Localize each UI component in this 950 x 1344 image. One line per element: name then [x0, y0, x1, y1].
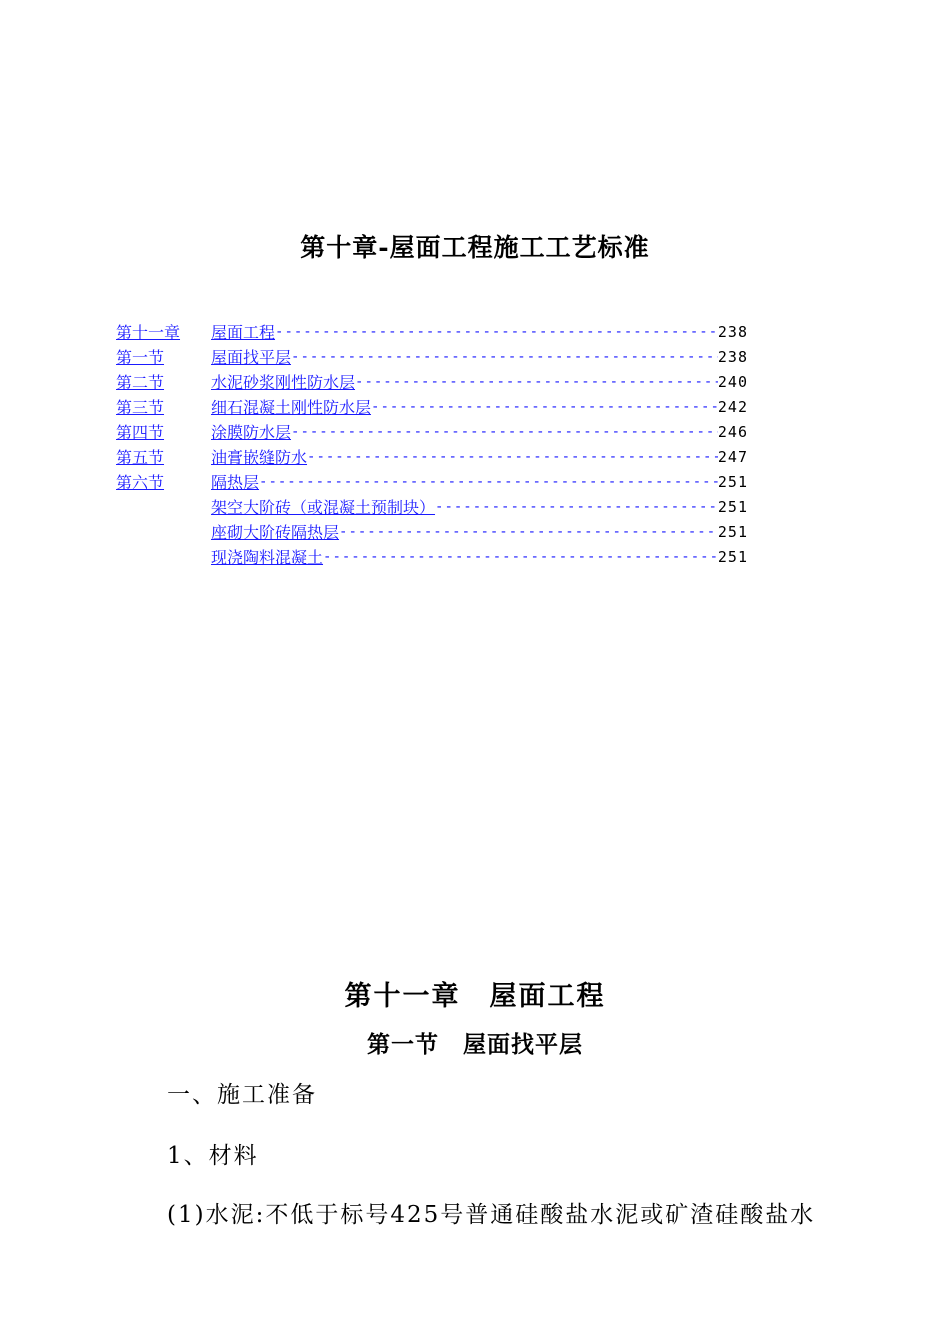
toc-page-number: 251 — [717, 548, 748, 566]
toc-leader — [435, 495, 718, 520]
toc-entry[interactable] — [116, 470, 748, 495]
toc-label[interactable]: 第一节 — [116, 348, 165, 367]
toc-title[interactable]: 屋面工程 — [211, 323, 276, 342]
toc-label[interactable]: 第四节 — [116, 423, 165, 442]
toc-entry[interactable] — [116, 345, 748, 370]
toc-entry[interactable] — [116, 320, 748, 345]
toc-leader — [307, 445, 718, 470]
toc-title[interactable]: 现浇陶料混凝土 — [211, 548, 324, 567]
toc-entry[interactable] — [116, 520, 748, 545]
toc-title[interactable]: 架空大阶砖（或混凝土预制块） — [211, 498, 436, 517]
toc-label — [116, 545, 211, 570]
toc-label[interactable]: 第十一章 — [116, 323, 181, 342]
toc-title[interactable]: 隔热层 — [211, 473, 260, 492]
body-heading-preparation: 一、施工准备 — [167, 1082, 317, 1108]
toc-label[interactable]: 第六节 — [116, 473, 165, 492]
toc-page-number: 240 — [717, 373, 748, 391]
toc-label — [116, 495, 211, 520]
toc-page-number: 238 — [717, 348, 748, 366]
toc-label[interactable]: 第五节 — [116, 448, 165, 467]
toc-leader — [275, 320, 718, 345]
section-heading: 第一节 屋面找平层 — [367, 1031, 583, 1058]
toc-entry[interactable] — [116, 420, 748, 445]
toc-title[interactable]: 油膏嵌缝防水 — [211, 448, 308, 467]
toc-page-number: 251 — [717, 523, 748, 541]
toc-page-number: 246 — [717, 423, 748, 441]
toc-page-number: 238 — [717, 323, 748, 341]
body-subheading-materials: 1、材料 — [167, 1143, 259, 1169]
table-of-contents — [116, 320, 748, 570]
toc-entry[interactable] — [116, 370, 748, 395]
toc-title[interactable]: 座砌大阶砖隔热层 — [211, 523, 340, 542]
toc-page-number: 251 — [717, 473, 748, 491]
toc-title[interactable]: 涂膜防水层 — [211, 423, 292, 442]
chapter-heading: 第十一章 屋面工程 — [344, 981, 606, 1012]
toc-label[interactable]: 第三节 — [116, 398, 165, 417]
toc-leader — [291, 420, 718, 445]
page-title: 第十章-屋面工程施工工艺标准 — [300, 233, 650, 262]
toc-leader — [371, 395, 718, 420]
toc-title[interactable]: 水泥砂浆刚性防水层 — [211, 373, 356, 392]
toc-leader — [291, 345, 718, 370]
toc-page-number: 247 — [717, 448, 748, 466]
toc-entry[interactable] — [116, 445, 748, 470]
toc-label — [116, 520, 211, 545]
toc-leader — [339, 520, 718, 545]
toc-leader — [323, 545, 718, 570]
toc-page-number: 242 — [717, 398, 748, 416]
toc-leader — [259, 470, 718, 495]
toc-entry[interactable] — [116, 395, 748, 420]
toc-label[interactable]: 第二节 — [116, 373, 165, 392]
toc-title[interactable]: 屋面找平层 — [211, 348, 292, 367]
toc-leader — [355, 370, 718, 395]
toc-entry[interactable] — [116, 495, 748, 520]
toc-title[interactable]: 细石混凝土刚性防水层 — [211, 398, 372, 417]
body-paragraph-cement: (1)水泥:不低于标号425号普通硅酸盐水泥或矿渣硅酸盐水 — [167, 1202, 816, 1228]
toc-page-number: 251 — [717, 498, 748, 516]
toc-entry[interactable] — [116, 545, 748, 570]
